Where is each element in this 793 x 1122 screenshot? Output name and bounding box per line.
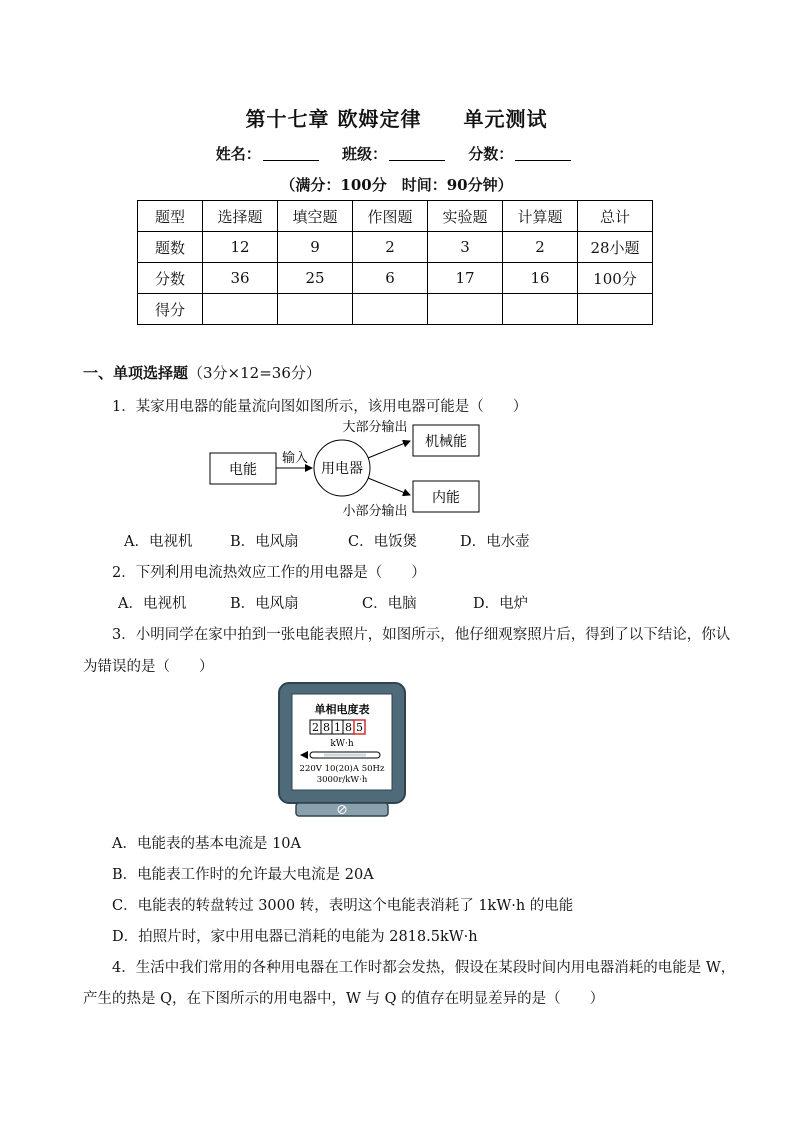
meter-digit: 5 <box>356 721 363 734</box>
table-cell <box>428 294 503 325</box>
q1-option-d: D．电水壶 <box>460 534 530 550</box>
electric-meter-image <box>278 682 408 820</box>
table-row <box>138 232 653 263</box>
q1-option-c: C．电饭煲 <box>348 534 418 550</box>
table-cell: 16 <box>503 263 578 294</box>
score-table <box>137 200 653 325</box>
major-output-label: 大部分输出 <box>342 420 408 435</box>
q2-option-c: C．电脑 <box>362 596 417 612</box>
electric-energy-label: 电能 <box>229 462 257 478</box>
table-cell: 36 <box>203 263 278 294</box>
table-cell: 2 <box>503 232 578 263</box>
table-cell <box>578 294 653 325</box>
table-cell <box>203 294 278 325</box>
table-cell <box>503 294 578 325</box>
table-cell: 100分 <box>578 263 653 294</box>
question-3-text-line1: 3．小明同学在家中拍到一张电能表照片，如图所示，他仔细观察照片后，得到了以下结论，你认 <box>112 627 731 643</box>
table-cell: 3 <box>428 232 503 263</box>
page-title: 第十七章 欧姆定律 单元测试 <box>245 107 548 131</box>
meter-digit: 1 <box>334 721 341 734</box>
table-cell: 28小题 <box>578 232 653 263</box>
input-arrow-label: 输入 <box>281 451 309 466</box>
energy-flow-diagram <box>205 414 485 524</box>
section-points: （3分×12=36分） <box>188 364 321 382</box>
table-cell: 实验题 <box>428 201 503 232</box>
table-cell: 题数 <box>138 232 203 263</box>
q1-option-b: B．电风扇 <box>230 534 299 550</box>
meter-spec-line2: 3000r/kW·h <box>316 775 368 785</box>
score-blank <box>515 146 571 161</box>
table-cell: 9 <box>278 232 353 263</box>
table-cell: 分数 <box>138 263 203 294</box>
meter-spec-line1: 220V 10(20)A 50Hz <box>299 764 385 774</box>
minor-output-label: 小部分输出 <box>342 504 408 519</box>
meter-digit: 8 <box>345 721 352 734</box>
q3-option-c: C．电能表的转盘转过 3000 转，表明这个电能表消耗了 1kW·h 的电能 <box>112 898 574 914</box>
meter-unit: kW·h <box>330 739 354 749</box>
q2-option-b: B．电风扇 <box>230 596 299 612</box>
meter-title: 单相电度表 <box>314 703 370 716</box>
student-info-line <box>0 143 793 164</box>
table-cell: 6 <box>353 263 428 294</box>
name-blank <box>263 146 319 161</box>
table-cell: 选择题 <box>203 201 278 232</box>
score-label: 分数： <box>468 145 514 163</box>
q3-option-a: A．电能表的基本电流是 10A <box>112 836 302 852</box>
table-cell <box>353 294 428 325</box>
table-cell: 计算题 <box>503 201 578 232</box>
q2-option-d: D．电炉 <box>473 596 529 612</box>
section-heading <box>83 362 321 383</box>
question-1-text: 1．某家用电器的能量流向图如图所示，该用电器可能是（ ） <box>112 399 528 415</box>
meter-digit: 2 <box>312 721 319 734</box>
internal-energy-label: 内能 <box>432 490 460 506</box>
q3-option-b: B．电能表工作时的允许最大电流是 20A <box>112 867 374 883</box>
table-cell: 12 <box>203 232 278 263</box>
q3-option-d: D．拍照片时，家中用电器已消耗的电能为 2818.5kW·h <box>112 929 478 945</box>
table-row <box>138 294 653 325</box>
q1-option-a: A．电视机 <box>124 534 193 550</box>
major-output-arrow <box>368 441 410 458</box>
meter-digit-counter <box>310 720 365 734</box>
class-label: 班级： <box>341 145 387 163</box>
question-4-text-line2: 产生的热是 Q，在下图所示的用电器中，W 与 Q 的值存在明显差异的是（ ） <box>83 991 605 1007</box>
table-row <box>138 263 653 294</box>
question-3-text-line2: 为错误的是（ ） <box>83 659 214 675</box>
table-cell: 题型 <box>138 201 203 232</box>
mechanical-energy-label: 机械能 <box>425 434 467 450</box>
table-cell <box>278 294 353 325</box>
minor-output-arrow <box>368 478 410 495</box>
table-cell: 作图题 <box>353 201 428 232</box>
table-header-row <box>138 201 653 232</box>
question-4-text-line1: 4．生活中我们常用的各种用电器在工作时都会发热，假设在某段时间内用电器消耗的电能是 W， <box>112 960 736 976</box>
table-cell: 25 <box>278 263 353 294</box>
section-title: 一、单项选择题 <box>83 364 189 382</box>
appliance-label: 用电器 <box>321 461 363 477</box>
table-cell: 2 <box>353 232 428 263</box>
name-label: 姓名： <box>215 145 261 163</box>
table-cell: 总计 <box>578 201 653 232</box>
q2-option-a: A．电视机 <box>118 596 187 612</box>
disc-band <box>324 754 366 757</box>
table-cell: 得分 <box>138 294 203 325</box>
class-blank <box>389 146 445 161</box>
meter-rotating-disc <box>300 751 380 759</box>
question-2-text: 2．下列利用电流热效应工作的用电器是（ ） <box>112 565 426 581</box>
table-cell: 填空题 <box>278 201 353 232</box>
table-cell: 17 <box>428 263 503 294</box>
exam-subtitle: （满分：100分 时间：90分钟） <box>280 176 513 194</box>
meter-digit: 8 <box>323 721 330 734</box>
